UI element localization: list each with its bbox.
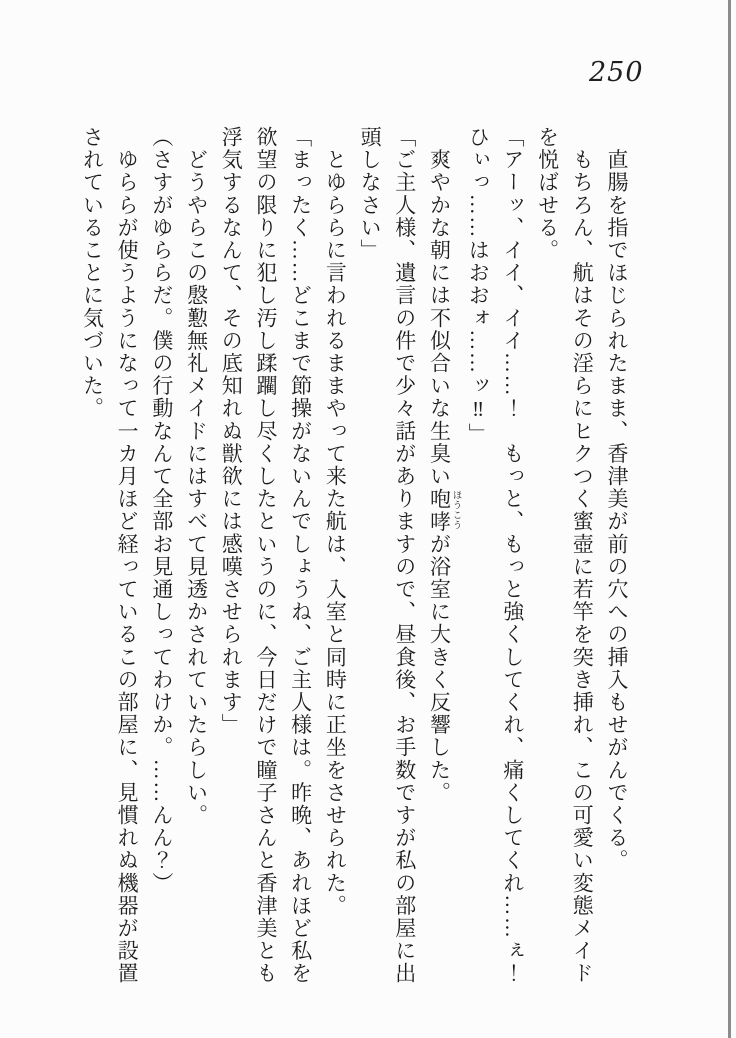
text-line: 「まったく……どこまで節操がないんでしょうね、ご主人様は。昨晩、あれほど私を (288, 126, 313, 985)
text-line: されていることに気づいた。 (80, 126, 105, 420)
ruby-base: 咆哮 (427, 487, 452, 533)
text-line: ひぃっ……はおおォ……ッ‼」 (466, 126, 491, 446)
text-line: 「ご主人様、遺言の件で少々話がありますので、昼食後、お手数ですが私の部屋に出 (392, 126, 417, 985)
page-edge-divider (728, 0, 731, 1038)
text-line: 欲望の限りに犯し汚し蹂躙し尽くしたというのに、今日だけで瞳子さんと香津美とも (253, 126, 278, 985)
text-line: 頭しなさい」 (358, 126, 383, 262)
text-line: とゆららに言われるままやって来た航は、入室と同時に正坐をさせられた。 (323, 126, 348, 917)
furigana-text: ほうこう (450, 487, 461, 533)
text-line: を悦ばせる。 (535, 126, 560, 262)
text-line: 直腸を指でほじられたまま、香津美が前の穴への挿入もせがんでくる。 (605, 126, 629, 872)
page-number: 250 (589, 57, 644, 88)
furigana-ruby (427, 487, 461, 533)
text-line: （さすがゆららだ。僕の行動なんて全部お見通しってわけか。……んん？） (149, 126, 174, 895)
text-line: どうやらこの慇懃無礼メイドにはすべて見透かされていたらしい。 (184, 126, 209, 827)
text-line: 浮気するなんて、その底知れぬ獣欲には感嘆させられます」 (219, 126, 244, 737)
text-line-with-furigana (422, 126, 461, 1034)
text-segment: 爽やかな朝には不似合いな生臭い (427, 126, 452, 488)
text-line: もちろん、航はその淫らにヒクつく蜜壺に若竿を突き挿れ、この可愛い変態メイド (570, 126, 595, 985)
text-line: ゆららが使うようになって一カ月ほど経っているこの部屋に、見慣れぬ機器が設置 (115, 126, 140, 985)
text-segment: が浴室に大きく反響した。 (427, 532, 452, 805)
text-line: 「アーッ、イイ、イイ……！ もっと、もっと強くしてくれ、痛くしてくれ……ぇ！ (500, 126, 525, 985)
body-text (75, 126, 634, 1034)
